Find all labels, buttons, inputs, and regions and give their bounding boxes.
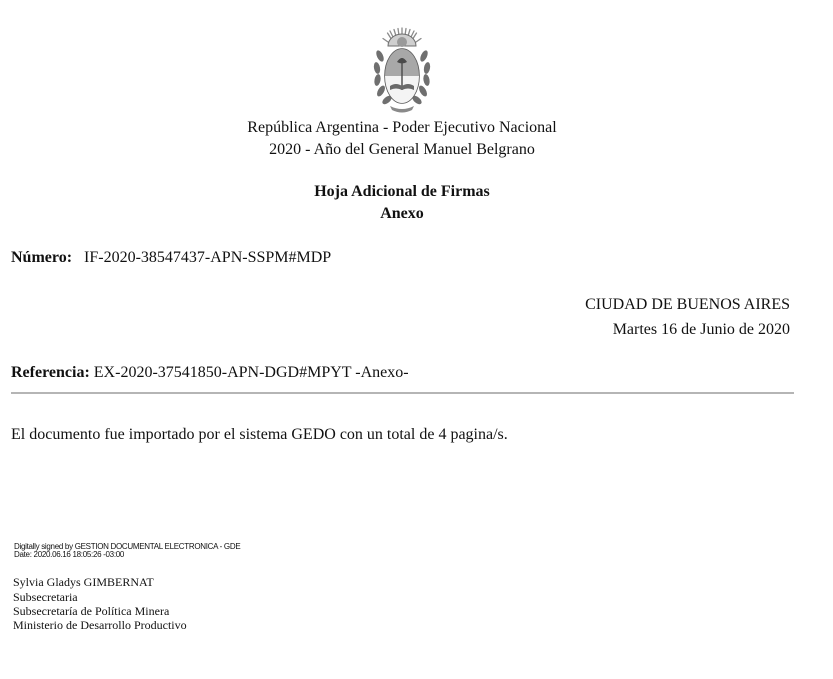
numero-row <box>11 248 331 268</box>
referencia-row <box>11 363 409 383</box>
referencia-value: EX-2020-37541850-APN-DGD#MPYT -Anexo- <box>93 364 409 381</box>
date: Martes 16 de Junio de 2020 <box>612 321 790 338</box>
digital-signature-signed-by: Digitally signed by GESTION DOCUMENTAL ELECTRONICA - GDE <box>14 542 241 551</box>
signer-role: Subsecretaria <box>13 590 78 604</box>
signer-ministry: Ministerio de Desarrollo Productivo <box>13 618 187 632</box>
argentina-coat-of-arms-icon <box>370 26 434 114</box>
digital-signature-date: Date: 2020.06.16 18:05:26 -03:00 <box>14 550 125 559</box>
referencia-label: Referencia: <box>11 364 90 381</box>
document-subtitle: Anexo <box>380 205 424 222</box>
header-line-2: 2020 - Año del General Manuel Belgrano <box>269 141 535 158</box>
signer-name: Sylvia Gladys GIMBERNAT <box>13 575 154 589</box>
divider <box>11 392 794 394</box>
signer-office: Subsecretaría de Política Minera <box>13 604 170 618</box>
document-title: Hoja Adicional de Firmas <box>314 183 490 200</box>
header-line-1: República Argentina - Poder Ejecutivo Nacional <box>247 119 557 136</box>
numero-label: Número: <box>11 249 73 266</box>
body-text: El documento fue importado por el sistema GEDO con un total de 4 pagina/s. <box>11 426 508 443</box>
numero-value: IF-2020-38547437-APN-SSPM#MDP <box>84 249 332 266</box>
city: CIUDAD DE BUENOS AIRES <box>585 296 790 313</box>
